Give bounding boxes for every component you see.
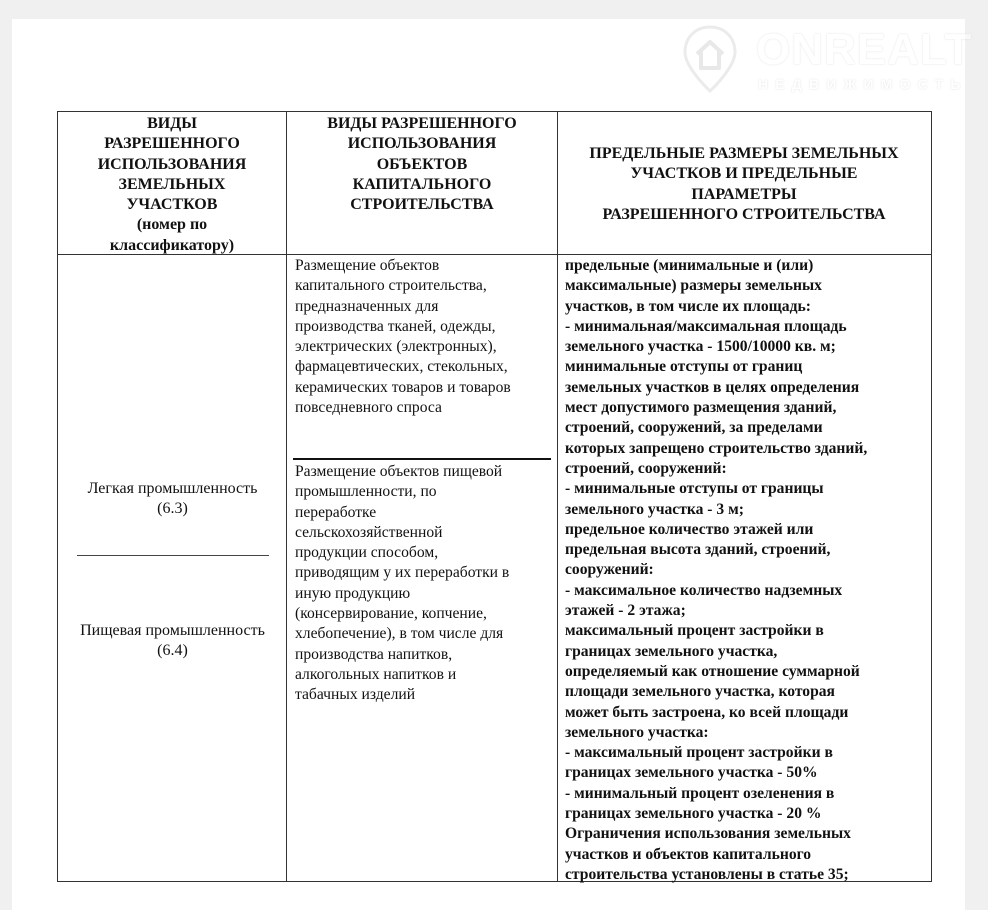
watermark-brand: ONREALT bbox=[756, 25, 973, 74]
header-line: ВИДЫ bbox=[147, 115, 197, 132]
header-line: ОБЪЕКТОВ bbox=[376, 155, 468, 173]
watermark-logo bbox=[682, 22, 973, 98]
header-capital-construction-uses bbox=[287, 114, 557, 215]
parameter-line: предельное количество этажей или bbox=[565, 520, 814, 538]
capital-use-food-industry bbox=[295, 462, 557, 706]
parameter-line: - минимальный процент озеленения в bbox=[565, 784, 835, 802]
land-use-name: Легкая промышленность bbox=[87, 480, 258, 497]
text-line: алкогольных напитков и bbox=[295, 665, 457, 683]
parameter-line: границах земельного участка - 50% bbox=[565, 764, 818, 782]
parameter-line: может быть застроена, ко всей площади bbox=[565, 703, 849, 721]
house-pin-icon bbox=[682, 24, 738, 94]
header-line: ВИДЫ РАЗРЕШЕННОГО bbox=[327, 115, 517, 132]
text-line: капитального строительства, bbox=[295, 277, 487, 295]
parameter-line: предельная высота зданий, строений, bbox=[565, 541, 831, 559]
parameter-line: земельного участка - 1500/10000 кв. м; bbox=[565, 338, 836, 356]
text-line: сельскохозяйственной bbox=[295, 523, 443, 541]
header-line: ЗЕМЕЛЬНЫХ bbox=[118, 175, 226, 193]
land-use-code: (6.3) bbox=[157, 500, 188, 517]
parameter-line: определяемый как отношение суммарной bbox=[565, 662, 860, 680]
parameter-line: земельного участка - 3 м; bbox=[565, 500, 744, 518]
text-line: электрических (электронных), bbox=[295, 338, 497, 356]
header-line: РАЗРЕШЕННОГО bbox=[104, 135, 240, 153]
parameter-line: строительства установлены в статье 35; bbox=[565, 865, 849, 883]
header-line: ИСПОЛЬЗОВАНИЯ bbox=[97, 155, 247, 173]
watermark-tagline: НЕДВИЖИМОСТЬ bbox=[758, 76, 968, 92]
header-line: УЧАСТКОВ bbox=[126, 196, 218, 214]
text-line: иную продукцию bbox=[295, 584, 411, 602]
header-line: СТРОИТЕЛЬСТВА bbox=[350, 196, 494, 214]
text-line: продукции способом, bbox=[295, 544, 439, 562]
text-line: приводящим у их переработки в bbox=[295, 564, 510, 582]
parameter-line: которых запрещено строительство зданий, bbox=[565, 439, 868, 457]
limit-parameters-text bbox=[565, 256, 927, 885]
header-limit-parameters bbox=[558, 144, 930, 225]
text-line: Размещение объектов bbox=[295, 257, 440, 274]
parameter-line: сооружений: bbox=[565, 561, 654, 579]
parameter-line: мест допустимого размещения зданий, bbox=[565, 399, 837, 417]
text-line: фармацевтических, стекольных, bbox=[295, 358, 508, 376]
parameter-line: границах земельного участка - 20 % bbox=[565, 805, 822, 823]
header-line: ПРЕДЕЛЬНЫЕ РАЗМЕРЫ ЗЕМЕЛЬНЫХ bbox=[589, 145, 899, 162]
parameter-line: - максимальное количество надземных bbox=[565, 581, 843, 599]
parameter-line: строений, сооружений: bbox=[565, 459, 727, 477]
header-land-use-types bbox=[58, 114, 286, 256]
parameter-line: - максимальный процент застройки в bbox=[565, 744, 833, 762]
text-line: предназначенных для bbox=[295, 297, 439, 315]
parameter-line: этажей - 2 этажа; bbox=[565, 602, 686, 620]
capital-use-light-industry bbox=[295, 256, 557, 418]
text-line: переработке bbox=[295, 503, 377, 521]
parameter-line: - минимальные отступы от границы bbox=[565, 480, 824, 498]
land-use-name: Пищевая промышленность bbox=[80, 622, 265, 639]
land-use-food-industry bbox=[58, 621, 287, 661]
text-line: промышленности, по bbox=[295, 483, 437, 501]
zoning-table bbox=[57, 111, 932, 882]
column-divider bbox=[557, 112, 558, 881]
parameter-line: строений, сооружений, за пределами bbox=[565, 419, 823, 437]
parameter-line: земельных участков в целях определения bbox=[565, 378, 860, 396]
parameter-line: площади земельного участка, которая bbox=[565, 683, 835, 701]
header-line: РАЗРЕШЕННОГО СТРОИТЕЛЬСТВА bbox=[602, 205, 886, 223]
text-line: хлебопечение), в том числе для bbox=[295, 625, 504, 643]
parameter-line: участков, в том числе их площадь: bbox=[565, 297, 811, 315]
parameter-line: границах земельного участка, bbox=[565, 642, 778, 660]
parameter-line: минимальные отступы от границ bbox=[565, 358, 803, 376]
header-line: ИСПОЛЬЗОВАНИЯ bbox=[347, 135, 497, 153]
text-line: табачных изделий bbox=[295, 686, 416, 704]
text-line: повседневного спроса bbox=[295, 399, 442, 417]
land-use-code: (6.4) bbox=[157, 642, 188, 659]
header-line: (номер по bbox=[136, 216, 208, 234]
text-line: производства тканей, одежды, bbox=[295, 317, 496, 335]
parameter-line: максимальные) размеры земельных bbox=[565, 277, 822, 295]
text-line: керамических товаров и товаров bbox=[295, 378, 511, 396]
land-use-separator bbox=[77, 555, 269, 556]
land-use-light-industry bbox=[58, 479, 287, 519]
header-line: классификатору) bbox=[109, 236, 235, 254]
capital-use-separator bbox=[293, 458, 551, 460]
parameter-line: участков и объектов капитального bbox=[565, 845, 812, 863]
header-line: УЧАСТКОВ И ПРЕДЕЛЬНЫЕ bbox=[630, 165, 858, 183]
parameter-line: предельные (минимальные и (или) bbox=[565, 257, 814, 274]
text-line: (консервирование, копчение, bbox=[295, 605, 487, 623]
text-line: Размещение объектов пищевой bbox=[295, 463, 503, 480]
parameter-line: земельного участка: bbox=[565, 723, 709, 741]
header-line: ПАРАМЕТРЫ bbox=[691, 185, 797, 203]
text-line: производства напитков, bbox=[295, 645, 453, 663]
parameter-line: максимальный процент застройки в bbox=[565, 622, 824, 640]
header-line: КАПИТАЛЬНОГО bbox=[352, 175, 492, 193]
parameter-line: Ограничения использования земельных bbox=[565, 825, 851, 843]
parameter-line: - минимальная/максимальная площадь bbox=[565, 317, 847, 335]
